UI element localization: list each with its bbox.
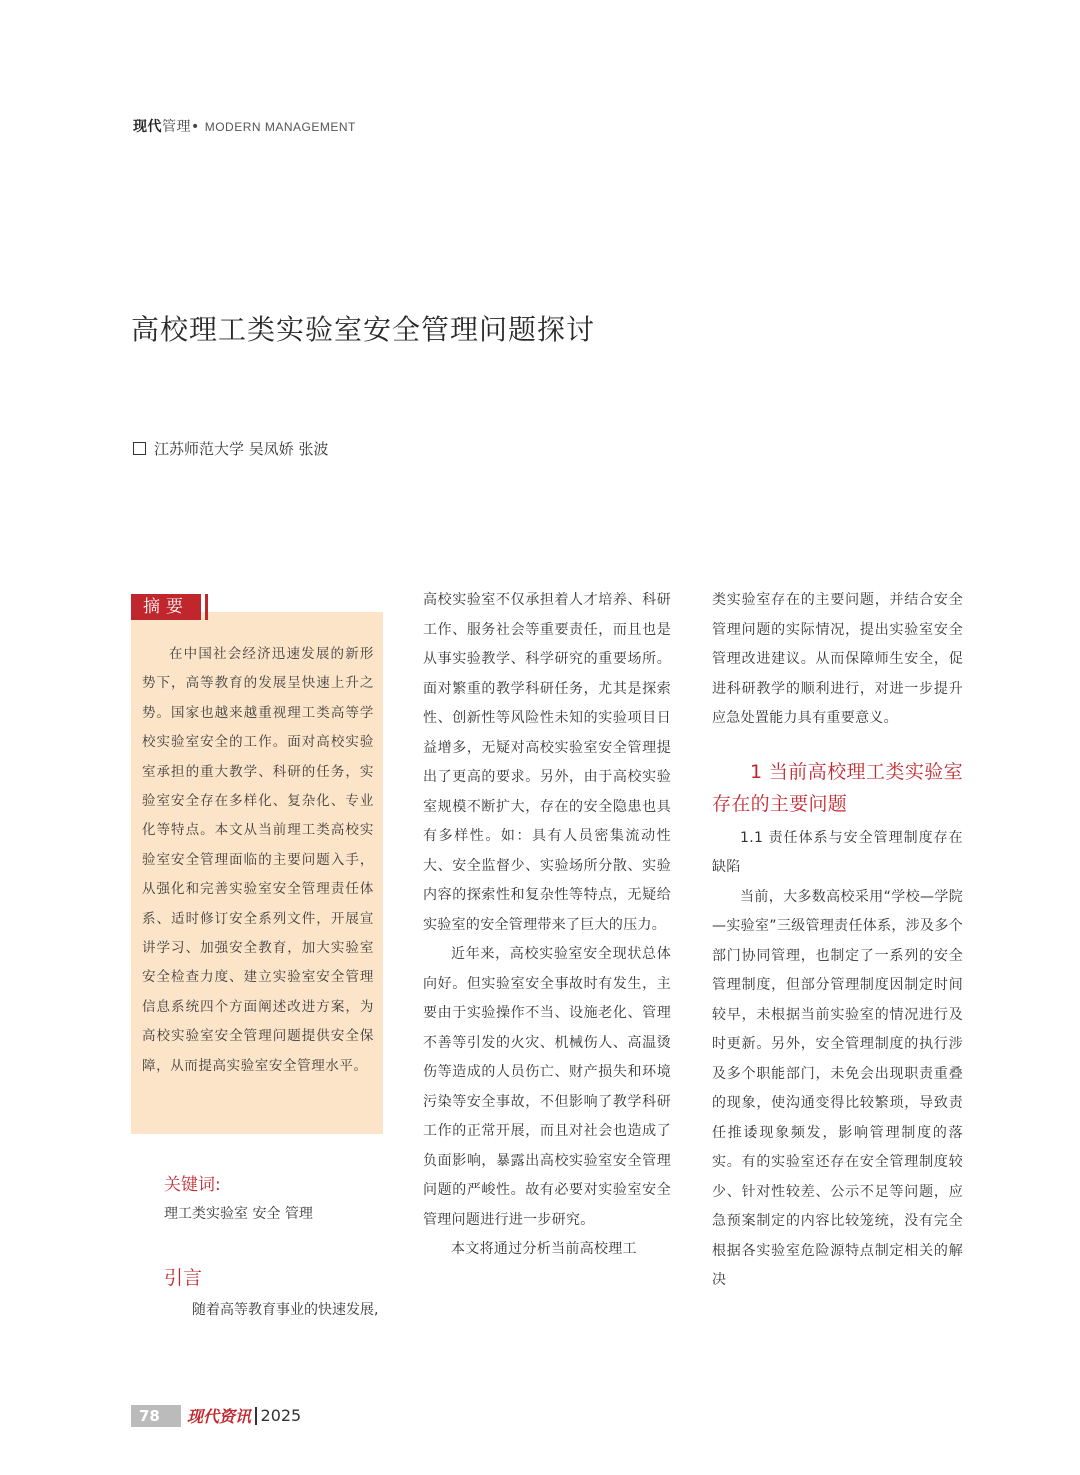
abstract-text: 在中国社会经济迅速发展的新形势下，高等教育的发展呈快速上升之势。国家也越来越重视理工类高等学校实验室安全的工作。面对高校实验室承担的重大教学、科研的任务，实验室安全存在多样化、复杂化、专业化等特点。本文从当前理工类高校实验室安全管理面临的主要问题入手，从强化和完善实验室安全管理责任体系、适时修订安全系列文件，开展宣讲学习、加强安全教育，加大实验室安全检查力度、建立实验室安全管理信息系统四个方面阐述改进方案，为高校实验室安全管理问题提供安全保障，从而提高实验室安全管理水平。 [142,646,374,1074]
article-title: 高校理工类实验室安全管理问题探讨 [131,313,596,346]
page-footer [131,1404,301,1427]
intro-text: 随着高等教育事业的快速发展, [192,1302,379,1318]
header-dot: • [191,119,200,135]
col2-paragraph-2: 近年来，高校实验室安全现状总体向好。但实验室安全事故时有发生，主要由于实验操作不当、设施老化、管理不善等引发的火灾、机械伤人、高温烫伤等造成的人员伤亡、财产损失和环境污染等安全事故，不但影响了教学科研工作的正常开展，而且对社会也造成了负面影响，暴露出高校实验室安全管理问题的严峻性。故有必要对实验室安全管理问题进行进一步研究。 [423,946,671,1228]
col3-paragraph-2: 当前，大多数高校采用“学校—学院—实验室”三级管理责任体系，涉及多个部门协同管理，也制定了一系列的安全管理制度，但部分管理制度因制定时间较早，未根据当前实验室的情况进行及时更新。另外，安全管理制度的执行涉及多个职能部门，未免会出现职责重叠的现象，使沟通变得比较繁琐，导致责任推诿现象频发，影响管理制度的落实。有的实验室还存在安全管理制度较少、针对性较差、公示不足等问题，应急预案制定的内容比较笼统，没有完全根据各实验室危险源特点制定相关的解决 [712,888,963,1288]
col3-paragraph-1: 类实验室存在的主要问题，并结合安全管理问题的实际情况，提出实验室安全管理改进建议。从而保障师生安全，促进科研教学的顺利进行，对进一步提升应急处置能力具有重要意义。 [712,592,963,726]
header-cn-bold: 现代 [133,119,162,135]
square-bullet-icon [133,442,146,455]
footer-divider [255,1407,257,1425]
author-text: 江苏师范大学 吴凤娇 张波 [154,440,329,458]
author-line [133,438,329,459]
body-column-2 [423,586,671,1265]
header-en: MODERN MANAGEMENT [204,120,356,134]
page-number: 78 [131,1405,181,1427]
header-cn-light: 管理 [162,119,191,135]
running-header [133,116,356,136]
col2-paragraph-3: 本文将通过分析当前高校理工 [451,1241,637,1257]
col2-paragraph-1: 高校实验室不仅承担着人才培养、科研工作、服务社会等重要责任，而且也是从事实验教学、科学研究的重要场所。面对繁重的教学科研任务，尤其是探索性、创新性等风险性未知的实验项目日益增多，无疑对高校实验室安全管理提出了更高的要求。另外，由于高校实验室规模不断扩大，存在的安全隐患也具有多样性。如：具有人员密集流动性大、安全监督少、实验场所分散、实验内容的探索性和复杂性等特点，无疑给实验室的安全管理带来了巨大的压力。 [423,592,671,933]
footer-year: 2025 [260,1406,302,1425]
abstract-tag: 摘要 [131,594,201,620]
body-column-3 [712,586,963,1296]
keywords-text: 理工类实验室 安全 管理 [164,1206,313,1222]
keywords-label: 关键词: [164,1175,221,1195]
journal-logo: 现代资讯 [187,1407,252,1426]
section-heading: 1 当前高校理工类实验室存在的主要问题 [712,760,963,815]
sub-heading: 1.1 责任体系与安全管理制度存在缺陷 [712,829,963,875]
intro-heading: 引言 [164,1267,203,1289]
